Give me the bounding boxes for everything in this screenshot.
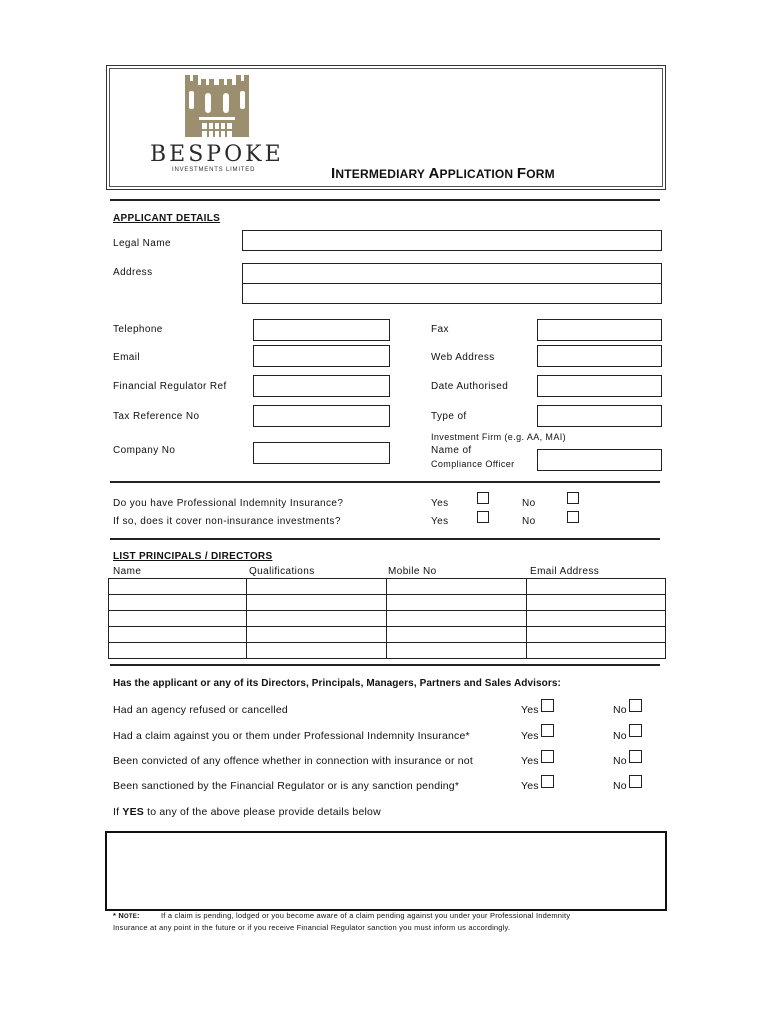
history-question-4: Been sanctioned by the Financial Regulator or is any sanction pending* — [113, 780, 460, 792]
table-cell[interactable] — [527, 643, 666, 659]
history-question-3: Been convicted of any offence whether in connection with insurance or not — [113, 755, 473, 767]
type-of-label: Type of — [431, 411, 467, 422]
column-name: Name — [113, 566, 142, 577]
coverage-yes-checkbox[interactable] — [477, 511, 489, 523]
table-cell[interactable] — [109, 611, 247, 627]
address-line2-field[interactable] — [242, 283, 662, 304]
table-cell[interactable] — [247, 611, 387, 627]
yes-label: Yes — [521, 704, 539, 716]
applicant-section-title: APPLICANT DETAILS — [113, 213, 221, 224]
table-row — [109, 579, 666, 595]
investment-firm-label: Investment Firm (e.g. AA, MAI) — [431, 432, 567, 442]
table-cell[interactable] — [527, 595, 666, 611]
legal-name-field[interactable] — [242, 230, 662, 251]
no-label: No — [522, 516, 536, 527]
date-authorised-label: Date Authorised — [431, 381, 509, 392]
name-of-label: Name of — [431, 445, 472, 456]
principals-table — [108, 578, 666, 659]
no-label: No — [613, 704, 627, 716]
legal-name-label: Legal Name — [113, 238, 171, 249]
web-address-label: Web Address — [431, 352, 495, 363]
regulator-ref-label: Financial Regulator Ref — [113, 381, 227, 392]
table-row — [109, 595, 666, 611]
table-cell[interactable] — [527, 579, 666, 595]
principals-section-title: LIST PRINCIPALS / DIRECTORS — [113, 551, 273, 562]
indemnity-question-1: Do you have Professional Indemnity Insurance? — [113, 498, 344, 509]
form-title: INTERMEDIARY APPLICATION FORM — [331, 165, 555, 182]
no-label: No — [613, 755, 627, 767]
logo-wordmark: BESPOKE — [150, 142, 284, 167]
column-qualifications: Qualifications — [249, 566, 315, 577]
table-cell[interactable] — [109, 643, 247, 659]
company-no-field[interactable] — [253, 442, 390, 464]
indemnity-yes-checkbox[interactable] — [477, 492, 489, 504]
section-divider — [110, 481, 660, 483]
email-label: Email — [113, 352, 141, 363]
table-cell[interactable] — [247, 643, 387, 659]
note-label: * NOTE: — [113, 911, 140, 920]
yes-label: Yes — [521, 730, 539, 742]
table-cell[interactable] — [247, 579, 387, 595]
table-cell[interactable] — [387, 611, 527, 627]
yes-label: Yes — [521, 780, 539, 792]
table-cell[interactable] — [527, 611, 666, 627]
no-label: No — [613, 780, 627, 792]
fax-field[interactable] — [537, 319, 662, 341]
no-label: No — [613, 730, 627, 742]
indemnity-question-2: If so, does it cover non-insurance investments? — [113, 516, 341, 527]
refused-no-checkbox[interactable] — [629, 699, 642, 712]
telephone-field[interactable] — [253, 319, 390, 341]
table-cell[interactable] — [247, 595, 387, 611]
firm-type-field[interactable] — [537, 405, 662, 427]
table-cell[interactable] — [387, 579, 527, 595]
note-text-line2: Insurance at any point in the future or if you receive Financial Regulator sanction you must inform us accordingly. — [113, 923, 511, 932]
yes-label: Yes — [521, 755, 539, 767]
table-cell[interactable] — [109, 627, 247, 643]
date-authorised-field[interactable] — [537, 375, 662, 397]
fax-label: Fax — [431, 324, 449, 335]
table-row — [109, 643, 666, 659]
table-cell[interactable] — [387, 595, 527, 611]
table-cell[interactable] — [387, 627, 527, 643]
table-cell[interactable] — [527, 627, 666, 643]
claim-no-checkbox[interactable] — [629, 724, 642, 737]
indemnity-no-checkbox[interactable] — [567, 492, 579, 504]
address-line1-field[interactable] — [242, 263, 662, 284]
if-yes-instruction: If YES to any of the above please provide details below — [113, 806, 381, 818]
table-row — [109, 611, 666, 627]
tax-ref-field[interactable] — [253, 405, 390, 427]
sanctioned-yes-checkbox[interactable] — [541, 775, 554, 788]
logo-subtitle: INVESTMENTS LIMITED — [172, 167, 256, 173]
sanctioned-no-checkbox[interactable] — [629, 775, 642, 788]
yes-label: Yes — [431, 516, 449, 527]
refused-yes-checkbox[interactable] — [541, 699, 554, 712]
no-label: No — [522, 498, 536, 509]
regulator-ref-field[interactable] — [253, 375, 390, 397]
table-cell[interactable] — [247, 627, 387, 643]
table-cell[interactable] — [109, 595, 247, 611]
coverage-no-checkbox[interactable] — [567, 511, 579, 523]
table-cell[interactable] — [387, 643, 527, 659]
compliance-officer-label: Compliance Officer — [431, 459, 515, 469]
history-heading: Has the applicant or any of its Directors, Principals, Managers, Partners and Sales Advisors: — [113, 678, 561, 689]
table-cell[interactable] — [109, 579, 247, 595]
history-question-1: Had an agency refused or cancelled — [113, 704, 288, 716]
column-email: Email Address — [530, 566, 600, 577]
section-divider — [110, 538, 660, 540]
tax-ref-label: Tax Reference No — [113, 411, 200, 422]
yes-label: Yes — [431, 498, 449, 509]
web-address-field[interactable] — [537, 345, 662, 367]
compliance-officer-field[interactable] — [537, 449, 662, 471]
email-field[interactable] — [253, 345, 390, 367]
convicted-no-checkbox[interactable] — [629, 750, 642, 763]
telephone-label: Telephone — [113, 324, 163, 335]
claim-yes-checkbox[interactable] — [541, 724, 554, 737]
table-row — [109, 627, 666, 643]
history-question-2: Had a claim against you or them under Professional Indemnity Insurance* — [113, 730, 470, 742]
address-label: Address — [113, 267, 153, 278]
column-mobile: Mobile No — [388, 566, 437, 577]
section-divider — [110, 199, 660, 201]
castle-logo-icon — [185, 75, 249, 137]
details-textarea[interactable] — [105, 831, 667, 911]
note-text-line1: If a claim is pending, lodged or you become aware of a claim pending against you under your Professional Indemnity — [161, 911, 571, 920]
company-no-label: Company No — [113, 445, 176, 456]
convicted-yes-checkbox[interactable] — [541, 750, 554, 763]
section-divider — [110, 664, 660, 666]
